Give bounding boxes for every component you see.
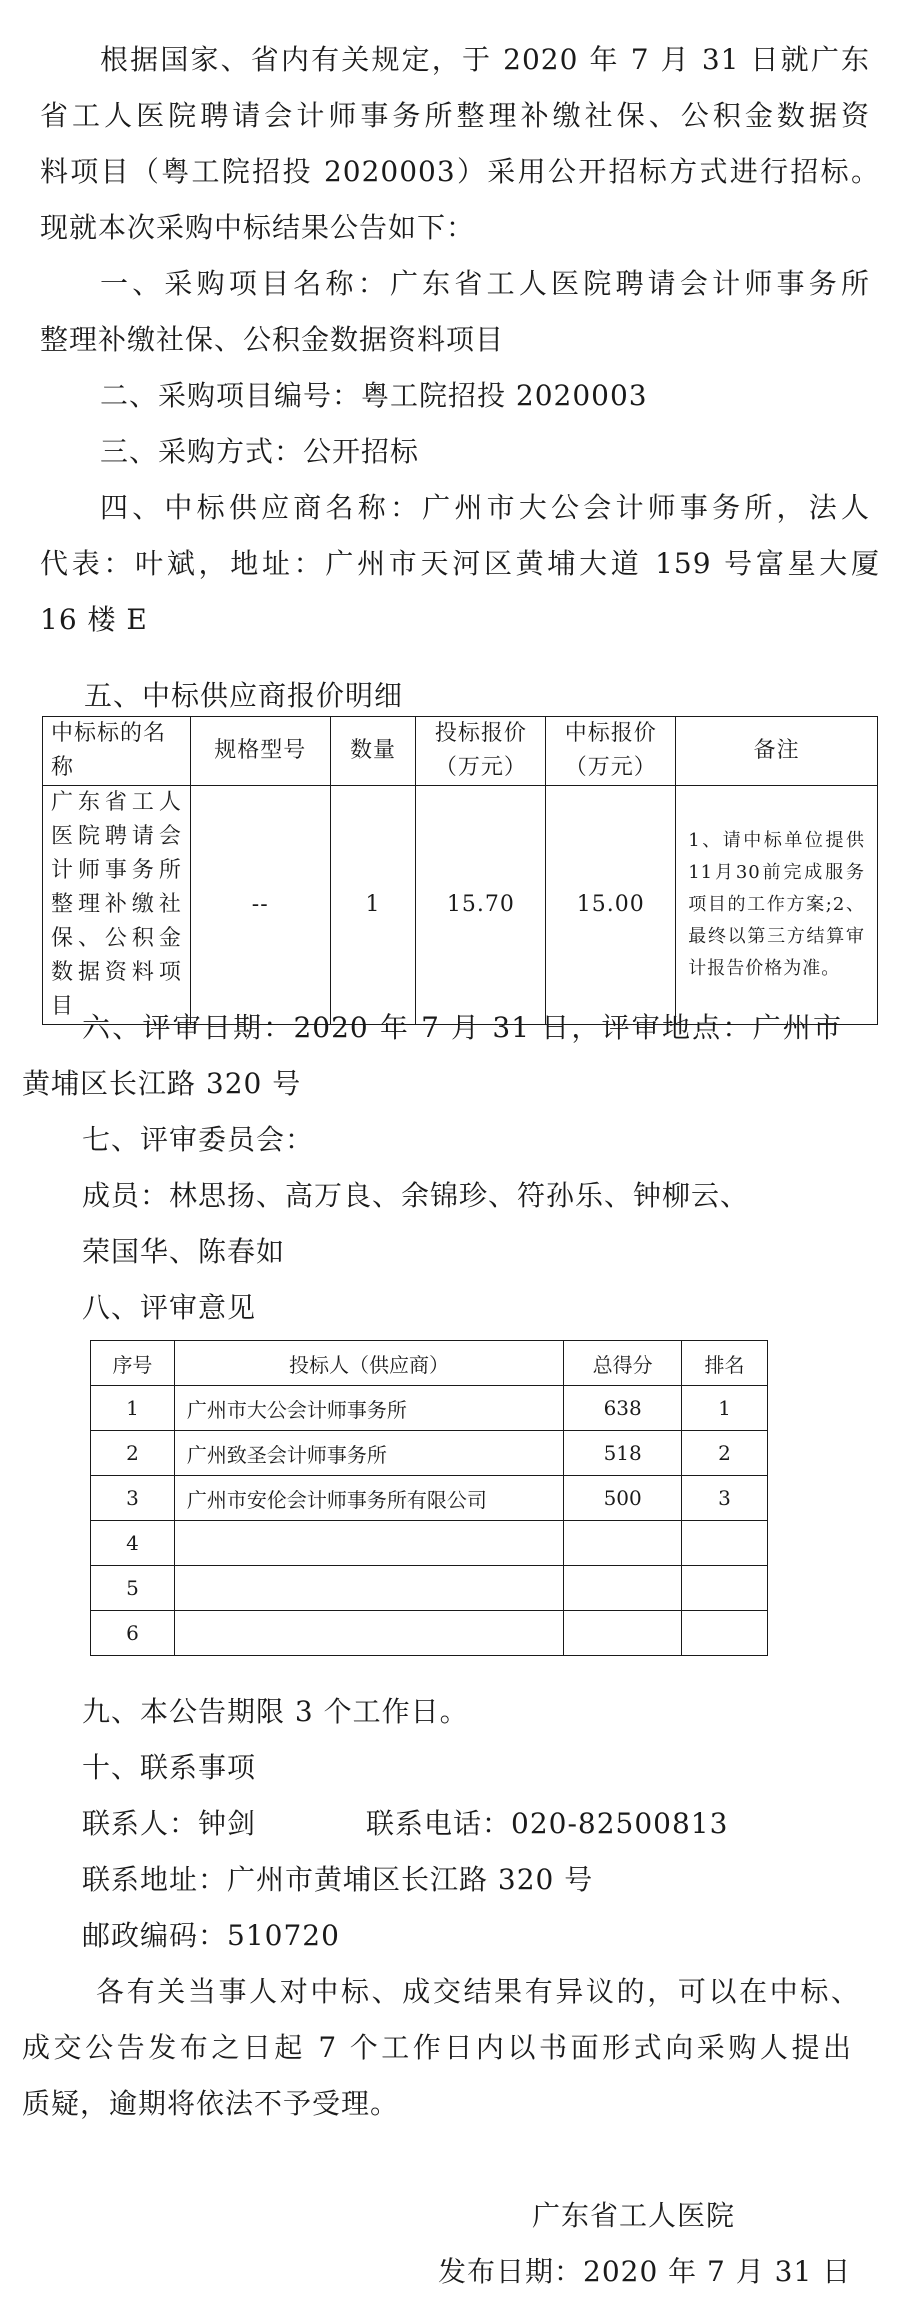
item-name-line: 保、公积金 — [51, 926, 182, 951]
cell-bidder — [174, 1521, 563, 1566]
cell-no: 5 — [91, 1566, 175, 1611]
sec7-title: 七、评审委员会： — [82, 1123, 315, 1156]
table-row — [91, 1566, 768, 1611]
header-score: 总得分 — [564, 1341, 682, 1386]
header-remark: 备注 — [676, 717, 878, 786]
cell-bidder — [174, 1566, 563, 1611]
cell-no: 2 — [91, 1431, 175, 1476]
intro-line-2: 省工人医院聘请会计师事务所整理补缴社保、公积金数据资 — [40, 99, 870, 132]
cell-score — [564, 1521, 682, 1566]
signature-org: 广东省工人医院 — [532, 2199, 736, 2232]
score-table — [90, 1340, 768, 1656]
header-award-price: 中标报价（万元） — [546, 717, 676, 786]
cell-rank — [682, 1611, 768, 1656]
intro-line-1: 根据国家、省内有关规定，于 2020 年 7 月 31 日就广东 — [100, 43, 870, 76]
publish-date: 发布日期：2020 年 7 月 31 日 — [438, 2255, 852, 2288]
cell-bidder: 广州市安伦会计师事务所有限公司 — [174, 1476, 563, 1521]
sec9-period: 九、本公告期限 3 个工作日。 — [82, 1695, 469, 1728]
cell-item-name — [43, 786, 191, 1025]
cell-bidder — [174, 1611, 563, 1656]
cell-rank — [682, 1521, 768, 1566]
cell-rank: 2 — [682, 1431, 768, 1476]
cell-no: 4 — [91, 1521, 175, 1566]
cell-score — [564, 1566, 682, 1611]
cell-no: 3 — [91, 1476, 175, 1521]
sec7-members-line-2: 荣国华、陈春如 — [82, 1235, 286, 1268]
sec4-line-3: 16 楼 E — [40, 603, 148, 636]
table-row — [91, 1521, 768, 1566]
table-row — [91, 1431, 768, 1476]
item-name-line: 数据资料项 — [51, 960, 182, 985]
objection-line-1: 各有关当事人对中标、成交结果有异议的，可以在中标、 — [96, 1975, 860, 2008]
cell-remark: 1、请中标单位提供11月30前完成服务项目的工作方案;2、最终以第三方结算审计报告价格为准。 — [676, 786, 878, 1025]
table-row — [91, 1476, 768, 1521]
cell-spec: -- — [190, 786, 330, 1025]
contact-phone: 联系电话：020-82500813 — [366, 1807, 729, 1840]
sec1-line-2: 整理补缴社保、公积金数据资料项目 — [40, 323, 505, 356]
cell-rank — [682, 1566, 768, 1611]
sec4-line-2: 代表：叶斌，地址：广州市天河区黄埔大道 159 号富星大厦 — [40, 547, 880, 580]
header-bid-price: 投标报价（万元） — [416, 717, 546, 786]
sec3-method: 三、采购方式：公开招标 — [100, 435, 420, 468]
table-row — [91, 1386, 768, 1431]
cell-award-price: 15.00 — [546, 786, 676, 1025]
cell-bid-price: 15.70 — [416, 786, 546, 1025]
table-row — [91, 1611, 768, 1656]
cell-rank: 1 — [682, 1386, 768, 1431]
cell-score: 500 — [564, 1476, 682, 1521]
contact-person: 联系人：钟剑 — [82, 1807, 257, 1840]
header-bidder: 投标人（供应商） — [174, 1341, 563, 1386]
cell-no: 6 — [91, 1611, 175, 1656]
sec4-line-1: 四、中标供应商名称：广州市大公会计师事务所，法人 — [100, 491, 870, 524]
bid-detail-table — [42, 716, 878, 1025]
header-qty: 数量 — [330, 717, 416, 786]
item-name-line: 目 — [51, 994, 75, 1019]
postcode: 邮政编码：510720 — [82, 1919, 340, 1952]
sec5-title: 五、中标供应商报价明细 — [84, 679, 404, 712]
item-name-line: 计师事务所 — [51, 858, 182, 883]
sec6-line-2: 黄埔区长江路 320 号 — [22, 1067, 302, 1100]
objection-line-2: 成交公告发布之日起 7 个工作日内以书面形式向采购人提出 — [22, 2031, 852, 2064]
sec7-members-line-1: 成员：林思扬、高万良、余锦珍、符孙乐、钟柳云、 — [82, 1179, 750, 1212]
item-name-line: 广东省工人 — [51, 790, 182, 815]
sec2-project-number: 二、采购项目编号：粤工院招投 2020003 — [100, 379, 648, 412]
intro-line-3: 料项目（粤工院招投 2020003）采用公开招标方式进行招标。 — [40, 155, 880, 188]
sec6-line-1: 六、评审日期：2020 年 7 月 31 日，评审地点：广州市 — [82, 1011, 842, 1044]
cell-score — [564, 1611, 682, 1656]
cell-no: 1 — [91, 1386, 175, 1431]
cell-bidder: 广州致圣会计师事务所 — [174, 1431, 563, 1476]
item-name-line: 医院聘请会 — [51, 824, 182, 849]
cell-score: 638 — [564, 1386, 682, 1431]
header-spec: 规格型号 — [190, 717, 330, 786]
cell-score: 518 — [564, 1431, 682, 1476]
sec1-line-1: 一、采购项目名称：广东省工人医院聘请会计师事务所 — [100, 267, 870, 300]
item-name-line: 整理补缴社 — [51, 892, 182, 917]
cell-bidder: 广州市大公会计师事务所 — [174, 1386, 563, 1431]
cell-qty: 1 — [330, 786, 416, 1025]
header-rank: 排名 — [682, 1341, 768, 1386]
sec10-title: 十、联系事项 — [82, 1751, 257, 1784]
contact-address: 联系地址：广州市黄埔区长江路 320 号 — [82, 1863, 594, 1896]
header-no: 序号 — [91, 1341, 175, 1386]
cell-rank: 3 — [682, 1476, 768, 1521]
sec8-title: 八、评审意见 — [82, 1291, 257, 1324]
objection-line-3: 质疑，逾期将依法不予受理。 — [22, 2087, 400, 2120]
intro-line-4: 现就本次采购中标结果公告如下： — [40, 211, 476, 244]
header-item-name: 中标标的名称 — [43, 717, 191, 786]
